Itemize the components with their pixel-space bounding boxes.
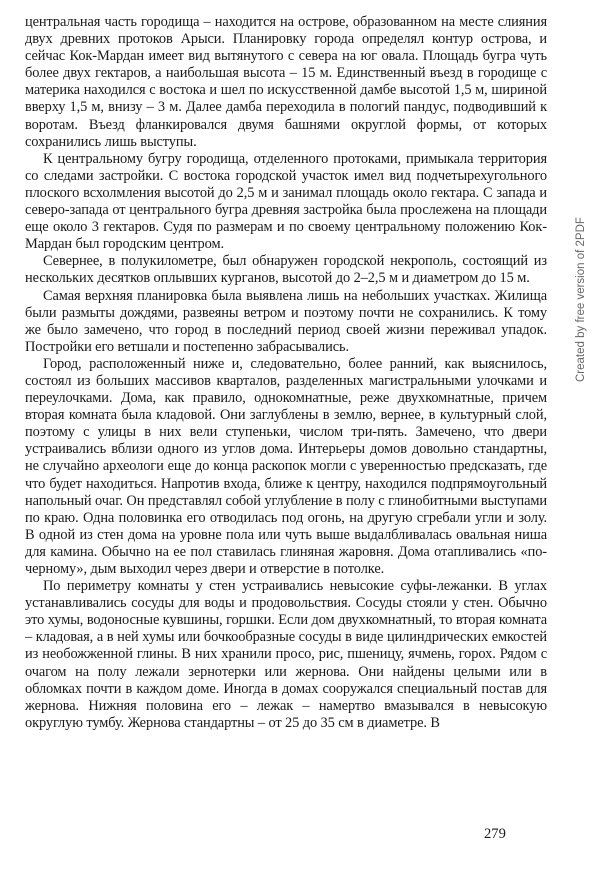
paragraph-2: К центральному бугру городища, отделенного протоками, примыкала территория со следами застройки. С востока городской участок имел вид подчетырехугольного плоского всхолмления высотой до 2,5 м и занимал площадь около гектара. С запада и северо-запада от центрального бугра древняя застройка была прослежена на площади еще около 3 гектаров. Судя по размерам и по своему центральному положению Кок-Мардан был городским центром. <box>25 150 547 253</box>
paragraph-3: Севернее, в полукилометре, был обнаружен городской некрополь, состоящий из нескольких десятков оплывших курганов, высотой до 2–2,5 м и диаметром до 15 м. <box>25 253 547 287</box>
watermark: Created by free version of 2PDF <box>575 217 587 382</box>
paragraph-1: центральная часть городища – находится на острове, образованном на месте слияния двух древних протоков Арыси. Планировку города определял контур острова, и сейчас Кок-Мардан имеет вид вытянутого с севера на юг овала. Площадь бугра чуть более двух гектаров, а наибольшая высота – 15 м. Единственный въезд в городище с материка находился с востока и шел по искусственной дамбе высотой 1,5 м, шириной вверху 1,5 м, внизу – 3 м. Далее дамба переходила в пологий пандус, подводивший к воротам. Въезд фланкировался двумя башнями округлой формы, от которых сохранились лишь выступы. <box>25 14 547 150</box>
page-number: 279 <box>484 826 506 842</box>
paragraph-6: По периметру комнаты у стен устраивались невысокие суфы-лежанки. В углах устанавливались сосуды для воды и продовольствия. Сосуды стояли у стен. Обычно это хумы, водоносные кувшины, горшки. Если дом двухкомнатный, то вторая комната – кладовая, а в ней хумы или бочкообразные сосуды в виде цилиндрических емкостей из необожженной глины. В них хранили просо, рис, пшеницу, ячмень, горох. Рядом с очагом на полу лежали зернотерки или жернова. Они найдены целыми или в обломках почти в каждом доме. Иногда в домах сооружался специальный постав для жернова. Нижняя половина его – лежак – намертво вмазывался в невысокую округлую тумбу. Жернова стандартны – от 25 до 35 см в диаметре. В <box>25 578 547 731</box>
paragraph-4: Самая верхняя планировка была выявлена лишь на небольших участках. Жилища были размыты дождями, развеяны ветром и поэтому почти не сохранились. К тому же было замечено, что город в последний период своей жизни переживал упадок. Постройки его ветшали и постепенно забрасывались. <box>25 287 547 355</box>
paragraph-5: Город, расположенный ниже и, следовательно, более ранний, как выяснилось, состоял из больших массивов кварталов, разделенных магистральными улочками и переулочками. Дома, как правило, однокомнатные, реже двухкомнатные, причем вторая комната была кладовой. Они заглублены в землю, вернее, в культурный слой, поэтому с улицы в них вели ступеньки, числом три-пять. Замечено, что двери устраивались вблизи одного из углов дома. Интерьеры домов довольно стандартны, не случайно археологи еще до конца раскопок могли с уверенностью предсказать, где что будет находиться. Напротив входа, ближе к центру, находился подпрямоугольный напольный очаг. Он представлял собой углубление в полу с глинобитными выступами по краю. Одна половинка его отводилась под огонь, на другую сгребали угли и золу. В одной из стен дома на уровне пола или чуть выше выдалбливалась овальная ниша для камина. Обычно на ее пол ставилась глиняная жаровня. Дома отапливались «по-черному», дым выходил через двери и отверстие в потолке. <box>25 355 547 577</box>
page-text <box>25 14 547 732</box>
